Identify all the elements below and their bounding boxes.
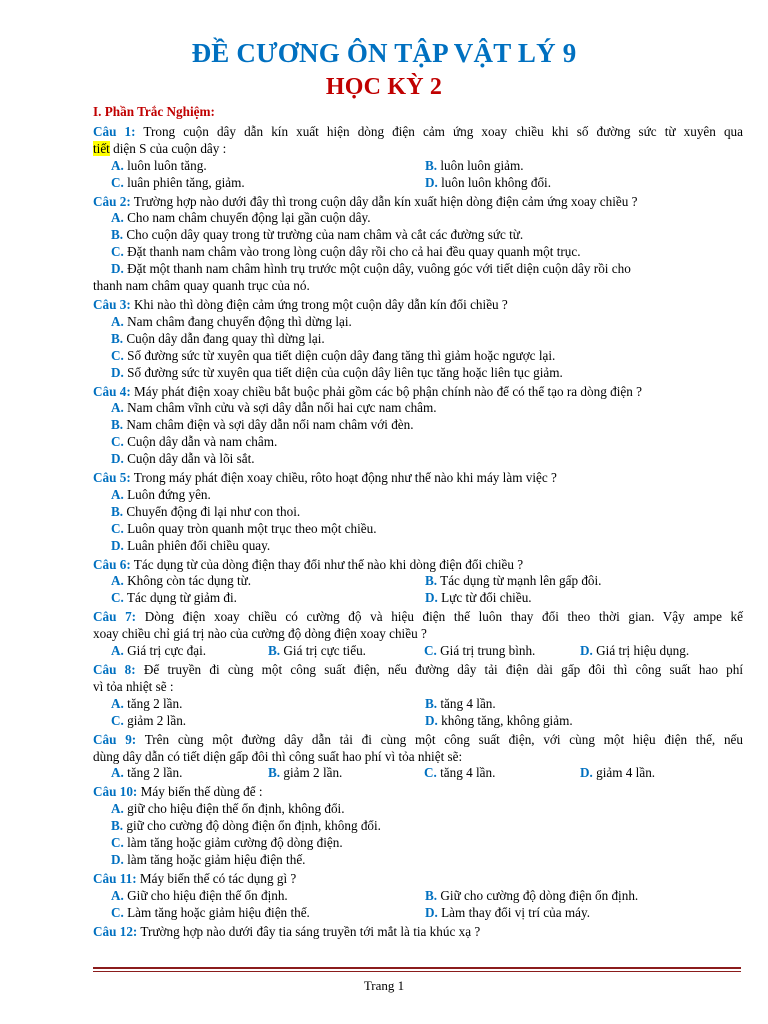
question-12 — [93, 924, 743, 941]
question-label: Câu 5: — [93, 470, 131, 486]
option-b: B. Nam châm điện và sợi dây dẫn nối nam châm với đèn. — [111, 417, 414, 433]
question-text: Trên cùng một đường dây dẫn tải đi cùng một công suất điện, với cùng một hiệu điện thế, nếu — [136, 731, 743, 747]
question-text: Trong cuộn dây dẫn kín xuất hiện dòng điện cảm ứng xoay chiều khi số đường sức từ xuyên qua — [135, 123, 743, 139]
section-title: I. Phần Trắc Nghiệm: — [93, 104, 215, 119]
option-d: D. Đặt một thanh nam châm hình trụ trước một cuộn dây, vuông góc với tiết diện cuộn dây rồi cho — [111, 261, 631, 277]
option-b: B. luôn luôn giảm. — [425, 157, 524, 173]
option-a: A. giữ cho hiệu điện thế ổn định, không đổi. — [111, 801, 345, 817]
option-d: D. Lực từ đổi chiều. — [425, 590, 532, 606]
option-c: C. làm tăng hoặc giảm cường độ dòng điện. — [111, 835, 343, 851]
option-a: A. tăng 2 lần. — [111, 695, 183, 711]
document-subtitle: HỌC KỲ 2 — [325, 74, 443, 100]
option-b: B. giữ cho cường độ dòng điện ổn định, không đổi. — [111, 818, 381, 834]
question-text: Trong máy phát điện xoay chiều, rôto hoạt động như thế nào khi máy làm việc ? — [130, 470, 557, 486]
question-text-continued: xoay chiều chỉ giá trị nào của cường độ dòng điện xoay chiều ? — [93, 626, 427, 642]
question-text: Trường hợp nào dưới đây tia sáng truyền tới mắt là tia khúc xạ ? — [137, 923, 481, 939]
option-b: B. Giá trị cực tiểu. — [268, 643, 366, 659]
option-c: C. Đặt thanh nam châm vào trong lòng cuộn dây rồi cho cả hai đều quay quanh một trục. — [111, 244, 581, 260]
option-d: D. Luân phiên đổi chiều quay. — [111, 537, 271, 553]
option-a: A. Giá trị cực đại. — [111, 643, 207, 659]
question-3 — [93, 297, 743, 382]
option-c: C. luân phiên tăng, giảm. — [111, 174, 245, 190]
footer-divider — [93, 967, 741, 969]
option-d: D. Số đường sức từ xuyên qua tiết diện của cuộn dây liên tục tăng hoặc liên tục giảm. — [111, 364, 563, 380]
option-a: A. Không còn tác dụng từ. — [111, 573, 252, 589]
option-a: A. Giữ cho hiệu điện thế ổn định. — [111, 887, 288, 903]
question-label: Câu 12: — [93, 923, 138, 939]
option-c: C. Làm tăng hoặc giảm hiệu điện thế. — [111, 904, 310, 920]
question-text: Tác dụng từ của dòng điện thay đổi như thế nào khi dòng điện đổi chiều ? — [130, 556, 524, 572]
option-d: D. làm tăng hoặc giảm hiệu điện thế. — [111, 851, 306, 867]
question-11 — [93, 871, 743, 922]
question-text: Trường hợp nào dưới đây thì trong cuộn dây dẫn kín xuất hiện dòng điện cảm ứng xoay chiều ? — [130, 193, 638, 209]
question-text-continued: dùng dây dẫn có tiết diện gấp đôi thì công suất hao phí vì tỏa nhiệt sẽ: — [93, 748, 463, 764]
option-d: D. Làm thay đổi vị trí của máy. — [425, 904, 591, 920]
question-label: Câu 9: — [93, 731, 137, 747]
option-a: A. Cho nam châm chuyển động lại gần cuộn dây. — [111, 210, 371, 226]
question-8 — [93, 662, 743, 730]
footer-divider-thin — [93, 971, 741, 972]
question-text-continued: vì tỏa nhiệt sẽ : — [93, 678, 174, 694]
option-a: A. Nam châm vĩnh cửu và sợi dây dẫn nối hai cực nam châm. — [111, 400, 437, 416]
option-d: D. luôn luôn không đổi. — [425, 174, 552, 190]
document-body — [93, 104, 743, 941]
question-label: Câu 10: — [93, 784, 138, 800]
question-1 — [93, 124, 743, 192]
option-b: B. Giữ cho cường độ dòng điện ổn định. — [425, 887, 639, 903]
option-c: C. Cuộn dây dẫn và nam châm. — [111, 434, 278, 450]
option-b: B. Chuyển động đi lại như con thoi. — [111, 503, 301, 519]
option-b: B. Cuộn dây dẫn đang quay thì dừng lại. — [111, 330, 325, 346]
option-c: C. Tác dụng từ giảm đi. — [111, 590, 237, 606]
option-d: D. Cuộn dây dẫn và lõi sắt. — [111, 451, 255, 467]
question-label: Câu 2: — [93, 193, 131, 209]
question-label: Câu 11: — [93, 870, 137, 886]
option-d: D. không tăng, không giảm. — [425, 712, 573, 728]
option-c: C. giảm 2 lần. — [111, 712, 187, 728]
option-a: A. tăng 2 lần. — [111, 765, 183, 781]
option-d: D. Giá trị hiệu dụng. — [580, 643, 690, 659]
question-10 — [93, 784, 743, 869]
option-c: C. tăng 4 lần. — [424, 765, 496, 781]
option-d: D. giảm 4 lần. — [580, 765, 656, 781]
question-label: Câu 1: — [93, 123, 136, 139]
question-6 — [93, 557, 743, 608]
option-b: B. Tác dụng từ mạnh lên gấp đôi. — [425, 573, 602, 589]
question-2 — [93, 194, 743, 295]
question-text: Khi nào thì dòng điện cảm ứng trong một cuộn dây dẫn kín đổi chiều ? — [130, 296, 508, 312]
option-d-continued: thanh nam châm quay quanh trục của nó. — [93, 278, 310, 294]
question-text: Dòng điện xoay chiều có cường độ và hiệu điện thế luôn thay đổi theo thời gian. Vậy ampe kế — [136, 609, 744, 625]
question-5 — [93, 470, 743, 555]
option-c: C. Số đường sức từ xuyên qua tiết diện cuộn dây đang tăng thì giảm hoặc ngược lại. — [111, 347, 556, 363]
question-label: Câu 7: — [93, 609, 137, 625]
question-text: Máy biến thế dùng để : — [137, 784, 263, 800]
highlighted-text: tiết — [93, 140, 110, 156]
page-number: Trang 1 — [363, 978, 405, 993]
option-b: B. Cho cuộn dây quay trong từ trường của nam châm và cắt các đường sức từ. — [111, 227, 524, 243]
question-text: diện S của cuộn dây : — [109, 140, 227, 156]
option-a: A. luôn luôn tăng. — [111, 157, 207, 173]
question-label: Câu 3: — [93, 296, 131, 312]
option-c: C. Luôn quay tròn quanh một trục theo một chiều. — [111, 520, 377, 536]
question-label: Câu 8: — [93, 662, 136, 677]
document-title: ĐỀ CƯƠNG ÔN TẬP VẬT LÝ 9 — [191, 38, 577, 68]
option-b: B. tăng 4 lần. — [425, 695, 496, 711]
option-b: B. giảm 2 lần. — [268, 765, 343, 781]
question-9 — [93, 732, 743, 783]
option-a: A. Luôn đứng yên. — [111, 486, 211, 502]
question-text: Để truyền đi cùng một công suất điện, nếu đường dây tải điện dài gấp đôi thì công suất hao phí — [135, 662, 744, 677]
question-label: Câu 6: — [93, 556, 131, 572]
question-label: Câu 4: — [93, 383, 131, 399]
option-a: A. Nam châm đang chuyển động thì dừng lại. — [111, 313, 352, 329]
question-4 — [93, 384, 743, 469]
question-7 — [93, 609, 743, 660]
question-text: Máy phát điện xoay chiều bắt buộc phải gồm các bộ phận chính nào để có thể tạo ra dòng điện ? — [130, 383, 642, 399]
option-c: C. Giá trị trung bình. — [424, 643, 536, 659]
question-text: Máy biến thế có tác dụng gì ? — [136, 870, 297, 886]
